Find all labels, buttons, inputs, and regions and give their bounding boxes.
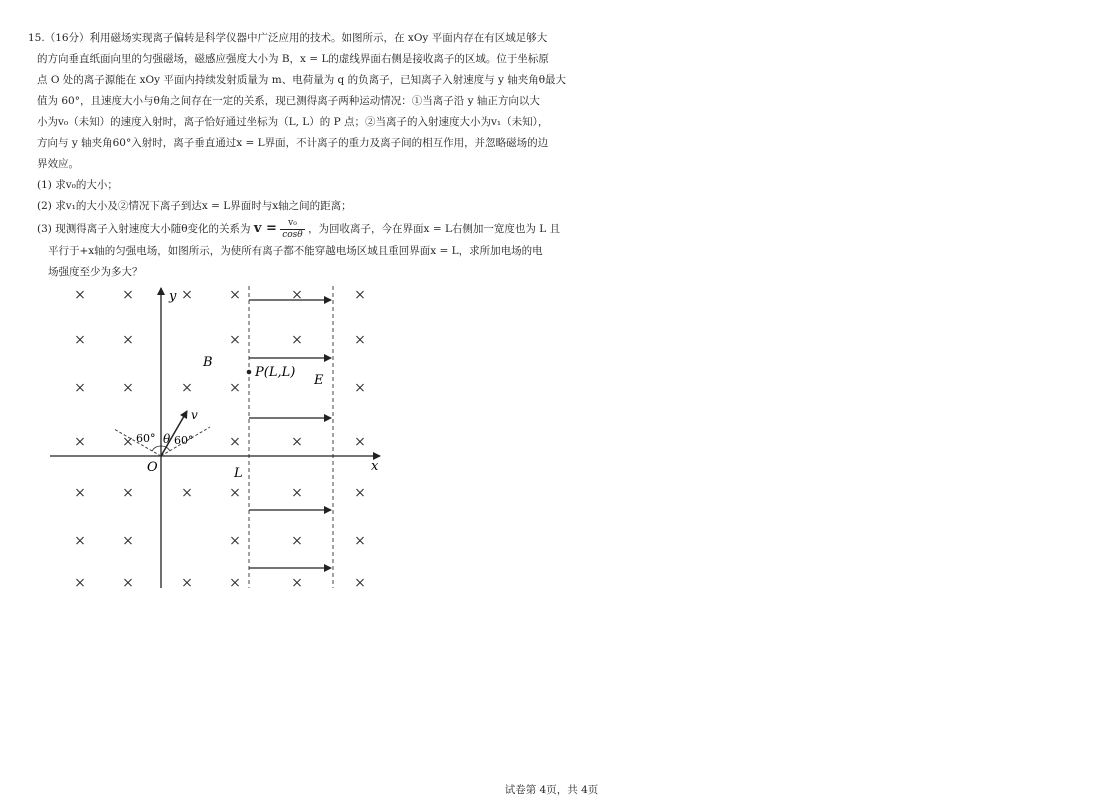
question-line-7: 界效应。 <box>37 158 79 170</box>
point-p-marker <box>247 370 252 375</box>
cross-mark: × <box>354 380 366 396</box>
question-15 <box>28 28 567 283</box>
origin-label: O <box>147 460 158 475</box>
electric-field-arrows <box>249 300 331 568</box>
field-diagram-svg <box>48 282 388 592</box>
sub-question-2: (2) 求v₁的大小及②情况下离子到达x = L界面时与x轴之间的距离； <box>37 200 352 212</box>
page-footer: 试卷第 4页，共 4页 <box>504 784 599 796</box>
cross-mark: × <box>291 434 303 450</box>
question-line-6: 方向与 y 轴夹角60°入射时，离子垂直通过x = L界面，不计离子的重力及离子间的相互作用，并忽略磁场的边 <box>37 137 549 149</box>
theta-label: θ <box>163 432 171 446</box>
cross-mark: × <box>181 287 193 303</box>
left-angle-label: 60° <box>136 432 156 445</box>
cross-mark: × <box>229 332 241 348</box>
cross-mark: × <box>354 533 366 549</box>
cross-mark: × <box>229 485 241 501</box>
cross-mark: × <box>122 575 134 591</box>
magnetic-field-crosses <box>74 287 366 591</box>
cross-mark: × <box>122 380 134 396</box>
cross-mark: × <box>229 533 241 549</box>
field-diagram <box>48 282 388 596</box>
cross-mark: × <box>291 533 303 549</box>
cross-mark: × <box>291 332 303 348</box>
cross-mark: × <box>74 575 86 591</box>
sub-question-1: (1) 求v₀的大小； <box>37 179 118 191</box>
question-line-3: 点 O 处的离子源能在 xOy 平面内持续发射质量为 m、电荷量为 q 的负离子，已知离子入射速度与 y 轴夹角θ最大 <box>37 74 567 86</box>
cross-mark: × <box>229 287 241 303</box>
electric-field-label: E <box>314 373 324 388</box>
cross-mark: × <box>181 485 193 501</box>
cross-mark: × <box>291 485 303 501</box>
boundary-l-label: L <box>234 466 243 481</box>
formula-numerator: v₀ <box>280 218 305 230</box>
cross-mark: × <box>122 332 134 348</box>
cross-mark: × <box>181 575 193 591</box>
question-line-1: 15.（16分）利用磁场实现离子偏转是科学仪器中广泛应用的技术。如图所示，在 xOy 平面内存在有区域足够大 <box>28 32 548 44</box>
cross-mark: × <box>74 332 86 348</box>
sub-question-3-prefix: (3) 现测得离子入射速度大小随θ变化的关系为 <box>37 223 251 235</box>
y-axis-label: y <box>169 289 177 304</box>
formula-denominator: cosθ <box>282 229 303 240</box>
cross-mark: × <box>74 380 86 396</box>
cross-mark: × <box>354 332 366 348</box>
cross-mark: × <box>291 287 303 303</box>
cross-mark: × <box>354 287 366 303</box>
cross-mark: × <box>122 533 134 549</box>
cross-mark: × <box>122 287 134 303</box>
cross-mark: × <box>122 485 134 501</box>
cross-mark: × <box>74 485 86 501</box>
sub-question-3-line-3: 场强度至少为多大？ <box>48 266 143 278</box>
question-line-2: 的方向垂直纸面向里的匀强磁场，磁感应强度大小为 B，x = L的虚线界面右侧是接收离子的区域。位于坐标原 <box>37 53 549 65</box>
cross-mark: × <box>181 380 193 396</box>
cross-mark: × <box>354 485 366 501</box>
point-p-label: P(L,L) <box>255 365 296 380</box>
cross-mark: × <box>74 434 86 450</box>
cross-mark: × <box>229 434 241 450</box>
cross-mark: × <box>354 434 366 450</box>
cross-mark: × <box>291 575 303 591</box>
sub-question-3-suffix: ，为回收离子，今在界面x = L右侧加一宽度也为 L 且 <box>308 223 561 235</box>
formula-fraction <box>280 218 305 241</box>
formula-lhs: v = <box>253 221 277 236</box>
question-line-4: 值为 60°，且速度大小与θ角之间存在一定的关系，现已测得离子两种运动情况：①当离子沿 y 轴正方向以大 <box>37 95 540 107</box>
cross-mark: × <box>229 575 241 591</box>
cross-mark: × <box>74 533 86 549</box>
cross-mark: × <box>229 380 241 396</box>
cross-mark: × <box>122 434 134 450</box>
velocity-formula <box>254 217 305 241</box>
right-angle-label: 60° <box>174 434 194 447</box>
cross-mark: × <box>354 575 366 591</box>
sub-question-3 <box>28 217 561 241</box>
velocity-label: v <box>191 408 198 422</box>
question-line-5: 小为v₀（未知）的速度入射时，离子恰好通过坐标为（L, L）的 P 点；②当离子的入射速度大小为v₁（未知）， <box>37 116 549 128</box>
x-axis-label: x <box>371 459 379 474</box>
sub-question-3-line-2: 平行于+x轴的匀强电场，如图所示，为使所有离子都不能穿越电场区域且重回界面x = L，求所加电场的电 <box>48 245 543 257</box>
left-angle-arc <box>152 446 161 451</box>
magnetic-field-label: B <box>203 355 213 370</box>
cross-mark: × <box>74 287 86 303</box>
